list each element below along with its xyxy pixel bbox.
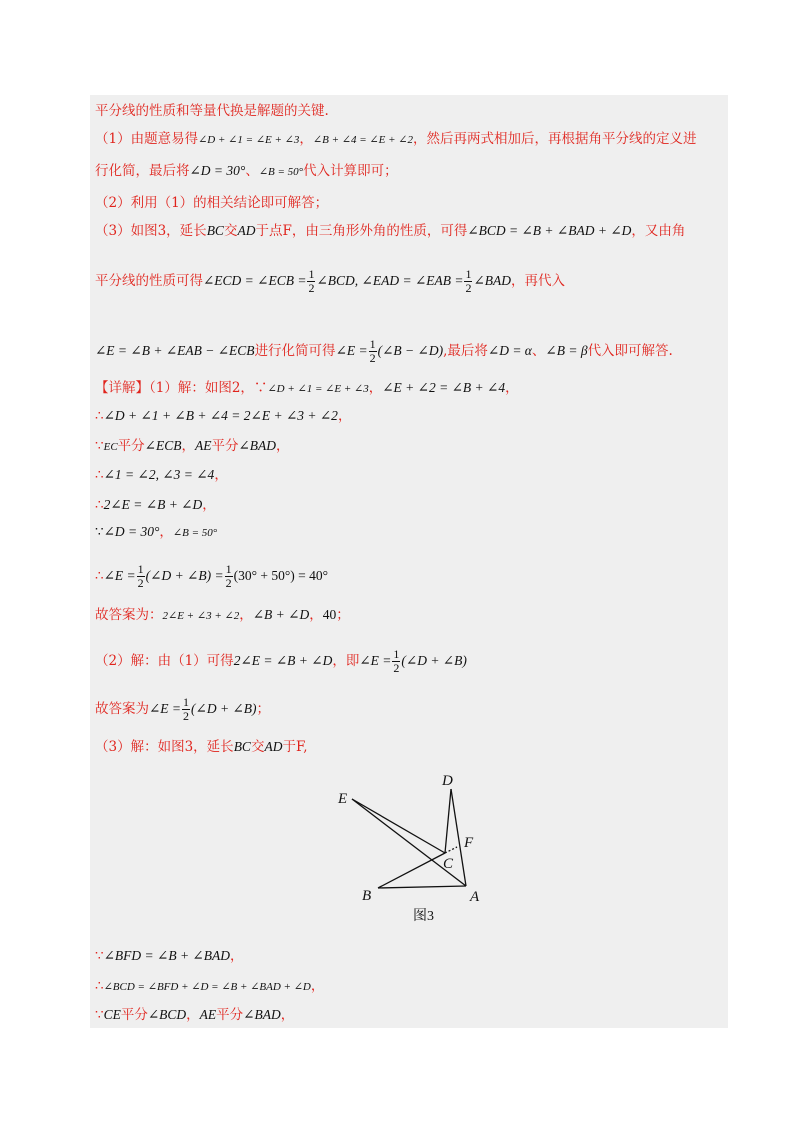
text-line-6: 平分线的性质可得∠ECD = ∠ECB = $\frac{1}{2}$ ∠BCD, ∠EAD = ∠EAB = $\frac{1}{2}$ ∠BAD，再代入 — [95, 267, 566, 295]
label-F: F — [464, 835, 474, 851]
label-E: E — [338, 791, 348, 807]
fraction-half: $\frac{1}{2}$ — [369, 337, 376, 365]
text-line-5: （3）如图3，延长BC交AD于点F，由三角形外角的性质，可得∠BCD = ∠B + ∠BAD + ∠D，又由角 — [95, 223, 686, 239]
text-line-19: ∵∠BFD = ∠B + ∠BAD， — [95, 948, 244, 964]
text-line-1: 平分线的性质和等量代换是解题的关键. — [95, 103, 329, 119]
text-line-20: ∴∠BCD = ∠BFD + ∠D = ∠B + ∠BAD + ∠D， — [95, 978, 325, 994]
text-line-21: ∵CE平分∠BCD，AE平分∠BAD， — [95, 1007, 295, 1023]
text-line-2: （1）由题意易得∠D + ∠1 = ∠E + ∠3，∠B + ∠4 = ∠E + ∠2，然后再两式相加后，再根据角平分线的定义进 — [95, 131, 697, 147]
label-A: A — [470, 889, 480, 905]
fraction-half: $\frac{1}{2}$ — [183, 695, 190, 723]
label-C: C — [443, 856, 454, 872]
text-line-7: ∠E = ∠B + ∠EAB − ∠ECB进行化简可得∠E = $\frac{1}{2}$ (∠B − ∠D),最后将∠D = α、∠B = β代入即可解答. — [95, 337, 673, 365]
text-line-8: 【详解】（1）解：如图2，∵∠D + ∠1 = ∠E + ∠3，∠E + ∠2 = ∠B + ∠4， — [95, 380, 519, 396]
segment-EC — [352, 799, 445, 853]
segment-CD — [445, 789, 451, 853]
text-line-11: ∴∠1 = ∠2, ∠3 = ∠4， — [95, 467, 228, 483]
text-line-13: ∵∠D = 30°，∠B = 50° — [95, 524, 218, 540]
fraction-half: $\frac{1}{2}$ — [308, 267, 315, 295]
text-line-18: （3）解：如图3，延长BC交AD于F, — [95, 739, 308, 755]
segment-BA — [378, 886, 466, 888]
segment-BC — [378, 853, 445, 888]
fraction-half: $\frac{1}{2}$ — [393, 647, 400, 675]
text-line-12: ∴2∠E = ∠B + ∠D， — [95, 497, 216, 513]
fraction-half: $\frac{1}{2}$ — [137, 562, 144, 590]
fraction-half: $\frac{1}{2}$ — [225, 562, 232, 590]
text-line-4: （2）利用（1）的相关结论即可解答； — [95, 195, 329, 211]
label-D: D — [442, 773, 453, 789]
fraction-half: $\frac{1}{2}$ — [465, 267, 472, 295]
figure-caption: 图3 — [413, 909, 434, 924]
text-line-3: 行化简，最后将∠D = 30°、∠B = 50°代入计算即可； — [95, 163, 398, 179]
segment-CF-dashed — [445, 847, 457, 853]
text-line-15: 故答案为：2∠E + ∠3 + ∠2，∠B + ∠D，40； — [95, 607, 350, 623]
text-line-16: （2）解：由（1）可得2∠E = ∠B + ∠D，即∠E = $\frac{1}{2}$ (∠D + ∠B) — [95, 647, 467, 675]
text-line-14: ∴∠E = $\frac{1}{2}$ (∠D + ∠B) = $\frac{1}{2}$ (30° + 50°) = 40° — [95, 562, 329, 590]
text-line-10: ∵EC平分∠ECB，AE平分∠BAD， — [95, 438, 290, 454]
label-B: B — [362, 888, 372, 904]
text-line-9: ∴∠D + ∠1 + ∠B + ∠4 = 2∠E + ∠3 + ∠2， — [95, 408, 352, 424]
text-line-17: 故答案为∠E = $\frac{1}{2}$ (∠D + ∠B)； — [95, 695, 271, 723]
geometry-figure-3 — [330, 765, 500, 930]
